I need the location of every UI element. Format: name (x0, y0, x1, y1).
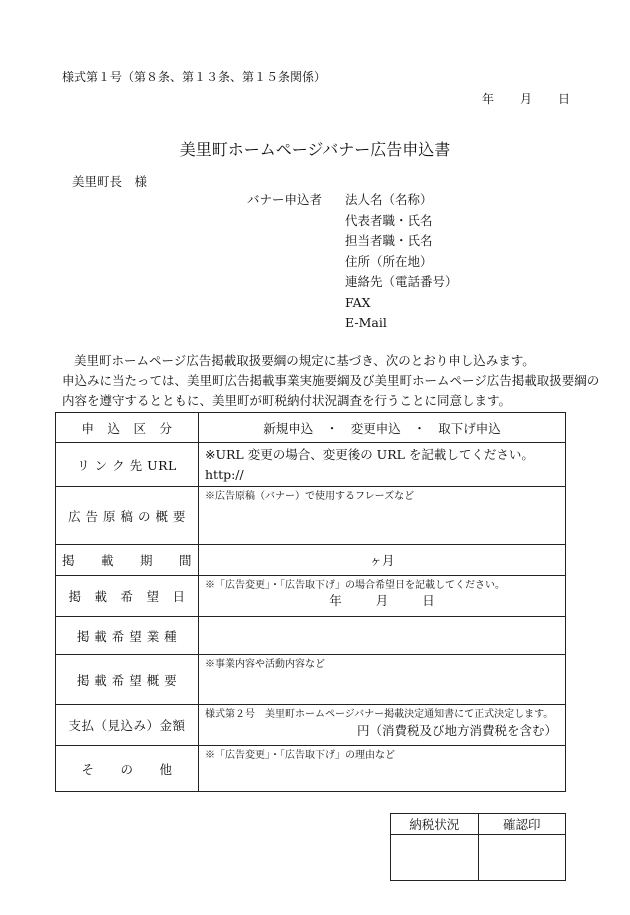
desired-date-note: ※「広告変更」・「広告取下げ」の場合希望日を記載してください。 (205, 580, 505, 591)
stamp-box (390, 813, 566, 881)
applicant-field-fax[interactable]: FAX (345, 294, 371, 310)
applicant-field-address[interactable]: 住所（所在地） (345, 253, 433, 269)
applicant-field-phone[interactable]: 連絡先（電話番号） (345, 274, 458, 289)
form-number: 様式第１号（第８条、第１３条、第１５条関係） (62, 70, 327, 84)
applicant-field-email[interactable]: E-Mail (345, 315, 387, 330)
row-other (56, 746, 566, 792)
row-industry (56, 617, 566, 655)
addressee: 美里町長 様 (72, 174, 148, 189)
summary-note: ※事業内容や活動内容など (205, 659, 325, 670)
link-url-field[interactable] (199, 443, 566, 487)
label-application-type: 申 込 区 分 (56, 413, 199, 443)
applicant-field-name[interactable]: 法人名（名称） (345, 192, 433, 207)
date-year: 年 (482, 92, 495, 106)
link-url-value[interactable]: http:// (205, 466, 244, 482)
other-note: ※「広告変更」・「広告取下げ」の理由など (205, 750, 395, 761)
page-title: 美里町ホームページバナー広告申込書 (179, 140, 451, 159)
agreement-line-1: 美里町ホームページ広告掲載取扱要綱の規定に基づき、次のとおり申し込みます。 (74, 353, 535, 368)
date-month: 月 (520, 92, 533, 106)
row-application-type (56, 413, 566, 443)
agreement-text (62, 351, 599, 411)
row-link-url (56, 443, 566, 487)
summary-field[interactable] (199, 655, 566, 705)
industry-field[interactable] (199, 617, 566, 655)
agreement-line-3: 内容を遵守するとともに、美里町が町税納付状況調査を行うことに同意します。 (62, 393, 512, 408)
label-other: そ の 他 (56, 746, 199, 792)
label-payment: 支払（見込み）金額 (56, 705, 199, 746)
payment-amount: 円（消費税及び地方消費税を含む） (356, 723, 557, 738)
date-line (482, 90, 570, 107)
row-ad-overview (56, 487, 566, 545)
other-field[interactable] (199, 746, 566, 792)
desired-date-field[interactable] (199, 576, 566, 617)
applicant-field-contact-person[interactable]: 担当者職・氏名 (345, 233, 433, 248)
desired-date-day: 日 (422, 593, 435, 608)
label-period: 掲 載 期 間 (56, 545, 199, 576)
link-url-note: ※URL 変更の場合、変更後の URL を記載してください。 (205, 446, 534, 462)
label-ad-overview: 広 告 原 稿 の 概 要 (56, 487, 199, 545)
label-industry: 掲 載 希 望 業 種 (56, 617, 199, 655)
period-unit: ヶ月 (369, 553, 395, 568)
label-summary: 掲 載 希 望 概 要 (56, 655, 199, 705)
row-payment (56, 705, 566, 746)
applicant-fields (345, 190, 458, 334)
tax-status-cell[interactable] (391, 835, 479, 881)
payment-field[interactable] (199, 705, 566, 746)
row-desired-date (56, 576, 566, 617)
period-field[interactable] (199, 545, 566, 576)
payment-note: 様式第２号 美里町ホームページバナー掲載決定通知書にて正式決定します。 (205, 709, 554, 720)
label-link-url: リ ン ク 先 URL (56, 443, 199, 487)
confirmation-stamp-cell[interactable] (478, 835, 566, 881)
applicant-label: バナー申込者 (247, 192, 323, 207)
ad-overview-field[interactable] (199, 487, 566, 545)
application-form-table (55, 412, 566, 792)
applicant-field-representative[interactable]: 代表者職・氏名 (345, 212, 433, 228)
confirmation-header: 確認印 (478, 814, 566, 835)
ad-overview-note: ※広告原稿（バナー）で使用するフレーズなど (205, 491, 415, 502)
date-day: 日 (558, 92, 571, 106)
row-period (56, 545, 566, 576)
row-summary (56, 655, 566, 705)
desired-date-month: 月 (375, 593, 389, 608)
tax-status-header: 納税状況 (391, 814, 479, 835)
application-type-options[interactable]: 新規申込 ・ 変更申込 ・ 取下げ申込 (199, 413, 566, 443)
desired-date-year: 年 (329, 593, 342, 608)
agreement-line-2: 申込みに当たっては、美里町広告掲載事業実施要綱及び美里町ホームページ広告掲載取扱要綱の (62, 373, 600, 388)
label-desired-date: 掲 載 希 望 日 (56, 576, 199, 617)
